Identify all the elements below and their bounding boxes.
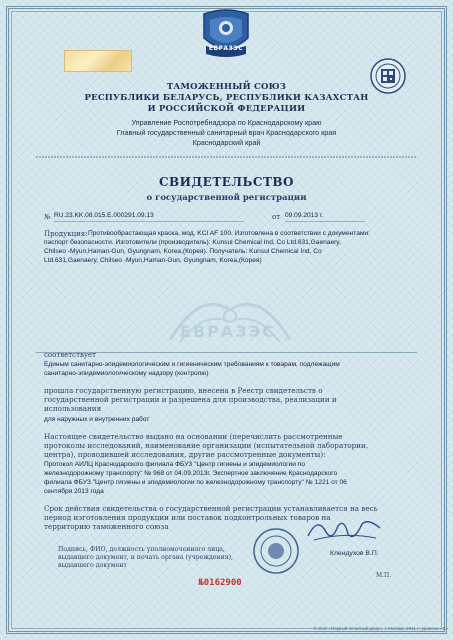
product-line-4: Ltd.631,Gaenaery, Chilseo -Myun,Haman-Gun, Gyungnam, Korea,(Корея): [44, 257, 262, 264]
product-line-1: Противообрастающая краска, мод. KCI AF 100. Изготовлена в соответствии с документами:: [88, 230, 370, 237]
signature-label-3: выдавшего документ: [58, 562, 127, 569]
validity-line-3: территорию таможенного союза: [44, 522, 169, 531]
compliance-line-2: санитарно-эпидемиологическому надзору (контролю): [44, 370, 209, 377]
date-label: от: [272, 213, 281, 221]
microtext-line: [36, 156, 417, 158]
product-label: Продукция:: [44, 230, 88, 238]
official-stamp-icon: [252, 527, 300, 575]
document-subtitle: о государственной регистрации: [146, 193, 307, 203]
management-line-1: Управление Роспотребнадзора по Краснодарскому краю: [131, 118, 322, 127]
registration-date: 09.09.2013 г.: [285, 212, 365, 222]
compliance-line-1: Единым санитарно-эпидемиологическим и гигиеническим требованиям к товарам, подлежащим: [44, 361, 340, 368]
signature-label-1: Подпись, ФИО, должность уполномоченного лица,: [58, 546, 225, 553]
basis-filled-line-2: железнодорожному транспорту" № 968 от 04.09.2013г. Экспертное заключение Краснодарского: [44, 470, 338, 477]
watermark-text: ЕВРАЗЭС: [179, 322, 277, 341]
union-line-1: ТАМОЖЕННЫЙ СОЮЗ: [166, 82, 287, 92]
validity-line-1: Срок действия свидетельства о государственной регистрации устанавливается на весь: [44, 504, 378, 513]
basis-line-2: протоколы исследований, наименование организации (испытательной лаборатории,: [44, 441, 369, 450]
emblem-label: ЕВРАЗЭС: [208, 45, 244, 52]
registration-number: RU.23.KK.08.015.E.000291.09.13: [54, 212, 244, 222]
handwritten-signature-icon: [304, 512, 384, 546]
signature-label-2: выдавшего документ, и печать органа (учреждения),: [58, 554, 234, 561]
registration-line-3: использования: [44, 404, 102, 413]
signatory-name: Клендухов В.П.: [330, 550, 379, 557]
management-line-3: Краснодарский край: [192, 138, 261, 147]
basis-filled-line-1: Протокол АИЛЦ Краснодарского филиала ФБУЗ "Центр гигиены и эпидемиологии по: [44, 461, 305, 468]
registration-line-2: государственной регистрации и разрешена для производства, реализации и: [44, 395, 337, 404]
number-label: №: [44, 213, 51, 221]
serial-number: №0162900: [198, 578, 242, 588]
document-title: СВИДЕТЕЛЬСТВО: [158, 175, 294, 189]
usage-text: для наружных и внутренних работ: [44, 416, 150, 423]
basis-filled-line-4: сентября 2013 года: [44, 488, 104, 495]
printer-footer: © ЗАО «Первый печатный двор», г. Москва, 2011 г., уровень «В»: [313, 626, 448, 631]
product-line-3: Chilseo -Myun,Haman-Gun, Gyungnam, Korea,(Корея). Получатель: Kunsul Chemical Ind, Co: [44, 248, 322, 255]
union-line-3: И РОССИЙСКОЙ ФЕДЕРАЦИИ: [147, 104, 306, 114]
validity-line-2: период изготовления продукции или поставок подконтрольных товаров на: [44, 513, 331, 522]
basis-line-1: Настоящее свидетельство выдано на основании (перечислить рассмотренные: [44, 432, 343, 441]
registration-line-1: прошла государственную регистрацию, внесена в Реестр свидетельств о: [44, 386, 323, 395]
eurasec-emblem-icon: [196, 8, 256, 60]
stamp-place-label: М.П.: [376, 572, 392, 579]
hologram-strip: [64, 50, 132, 72]
basis-line-3: центра), проводившей исследования, другие рассмотренные документы):: [44, 450, 326, 459]
compliance-label: соответствует: [44, 351, 97, 359]
product-line-2: паспорт безопасности. Изготовители (производитель): Kunsul Chemical Ind, Co Ltd.631,Gaenaery,: [44, 239, 341, 246]
union-line-2: РЕСПУБЛИКИ БЕЛАРУСЬ, РЕСПУБЛИКИ КАЗАХСТАН: [84, 93, 369, 103]
basis-filled-line-3: филиала ФБУЗ "Центр гигиены и эпидемиологии по железнодорожному транспорту" № 1221 от 06: [44, 479, 347, 486]
management-line-2: Главный государственный санитарный врач Краснодарского края: [116, 128, 337, 137]
